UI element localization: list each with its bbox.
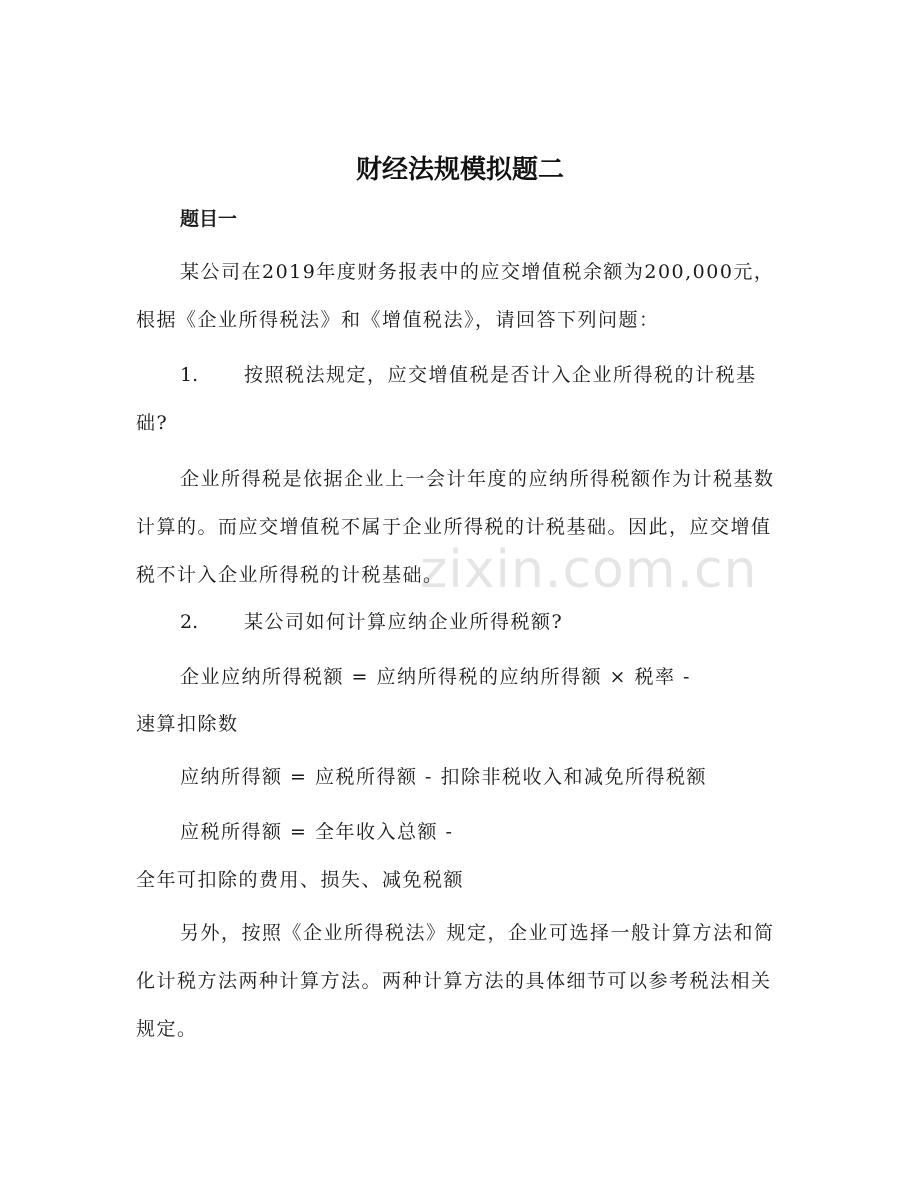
question-1-number: 1.	[180, 364, 199, 386]
formula-3-line-2	[136, 856, 776, 904]
note-paragraph	[136, 909, 776, 1053]
formula-1-line-2-text: 速算扣除数	[136, 713, 239, 735]
formula-3-line-1-text: 应税所得额 = 全年收入总额 -	[180, 821, 454, 843]
intro-paragraph	[136, 248, 776, 344]
question-1-text: 按照税法规定，应交增值税是否计入企业所得税的计税基础?	[136, 364, 757, 434]
question-2-number: 2.	[180, 611, 199, 633]
question-2-text: 某公司如何计算应纳企业所得税额?	[244, 611, 564, 633]
formula-2-text: 应纳所得额 = 应税所得额 - 扣除非税收入和减免所得税额	[180, 766, 707, 788]
question-1	[136, 351, 776, 447]
note-text: 另外，按照《企业所得税法》规定，企业可选择一般计算方法和简化计税方法两种计算方法。两种计算方法的具体细节可以参考税法相关规定。	[136, 922, 775, 1040]
formula-3-line-1	[136, 808, 776, 856]
question-2	[136, 598, 776, 646]
answer-1-text: 企业所得税是依据企业上一会计年度的应纳所得税额作为计税基数计算的。而应交增值税不属于企业所得税的计税基础。因此，应交增值税不计入企业所得税的计税基础。	[136, 468, 775, 586]
formula-1-line-1-text: 企业应纳所得税额 = 应纳所得税的应纳所得额 × 税率 -	[180, 666, 691, 688]
formula-2	[136, 753, 776, 801]
formula-1-line-2	[136, 700, 776, 748]
section-heading: 题目一	[180, 208, 238, 230]
formula-1-line-1	[136, 653, 776, 701]
watermark-logo: zixin.com.cn	[420, 540, 758, 600]
intro-text: 某公司在2019年度财务报表中的应交增值税余额为200,000元，根据《企业所得税法》和《增值税法》，请回答下列问题：	[136, 261, 775, 331]
formula-3-line-2-text: 全年可扣除的费用、损失、减免税额	[136, 869, 465, 891]
document-title: 财经法规模拟题二	[355, 155, 564, 185]
